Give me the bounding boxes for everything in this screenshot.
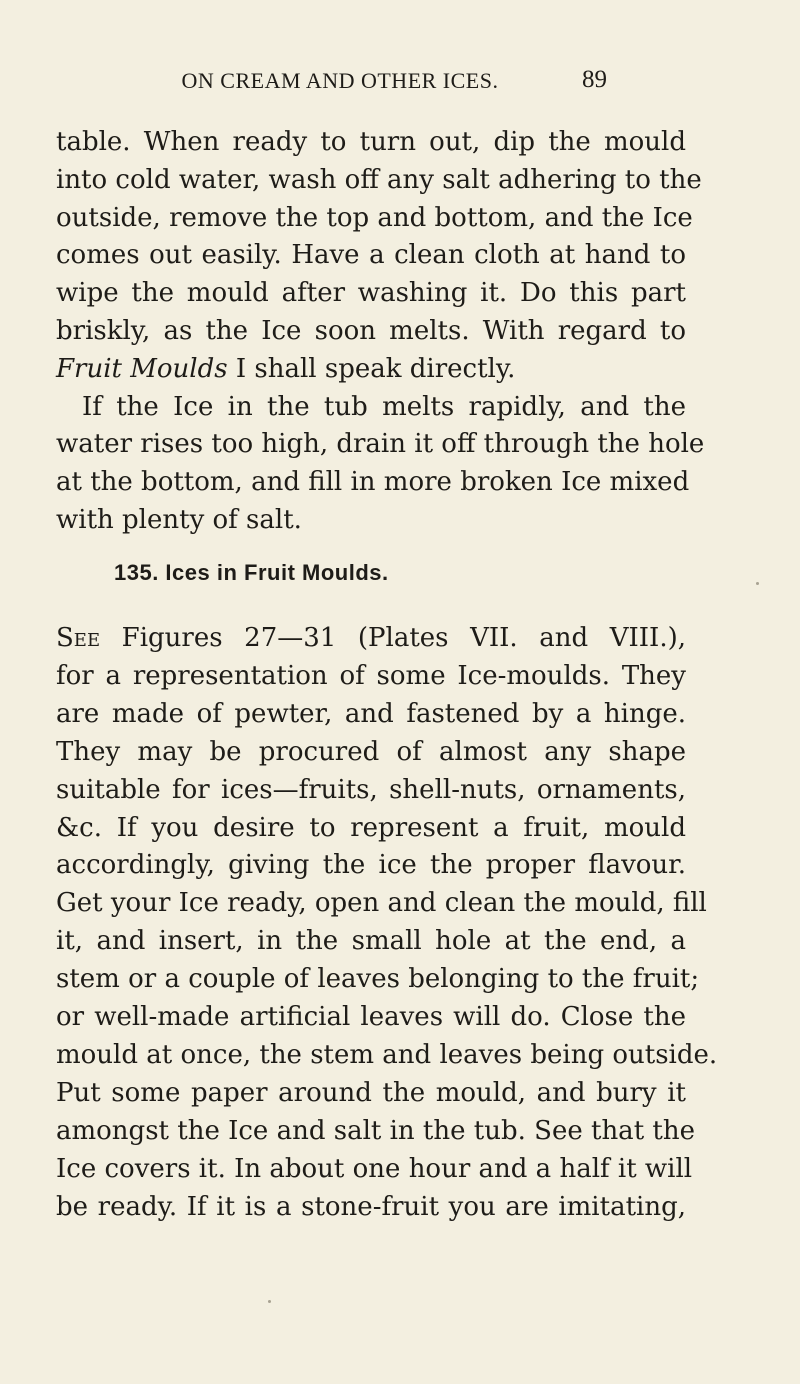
text-line: with plenty of salt. [56,504,302,535]
paper-fleck [756,582,759,585]
text-line: briskly, as the Ice soon melts. With regard to [56,315,686,346]
text-line: it, and insert, in the small hole at the end, a [56,926,686,957]
text-line [56,620,686,658]
text-line: be ready. If it is a stone-fruit you are imitating, [56,1191,686,1222]
text-line: Get your Ice ready, open and clean the mould, fill [56,888,707,919]
italic-term: Fruit Moulds [56,353,228,384]
text-line [56,351,686,389]
page-number: 89 [582,66,607,93]
text-line: water rises too high, drain it off through the hole [56,429,705,460]
small-caps-word: See [56,623,101,653]
paper-fleck [268,1300,271,1303]
paragraph-3 [56,620,718,1227]
text-span: I shall speak directly. [227,353,516,384]
paragraph-2 [56,389,705,540]
text-line: wipe the mould after washing it. Do this part [56,278,686,309]
text-line: accordingly, giving the ice the proper flavour. [56,850,686,881]
text-line: comes out easily. Have a clean cloth at hand to [56,240,686,271]
text-line: table. When ready to turn out, dip the mould [56,127,686,157]
text-line: Put some paper around the mould, and bury it [56,1077,686,1108]
text-line: suitable for ices—fruits, shell-nuts, ornaments, [56,774,686,805]
text-line: &c. If you desire to represent a fruit, mould [56,812,686,843]
running-title: ON CREAM AND OTHER ICES. [181,68,499,93]
text-line: They may be procured of almost any shape [56,736,686,767]
text-line: are made of pewter, and fastened by a hinge. [56,698,686,729]
text-span: Figures 27—31 (Plates VII. and VIII.), [100,623,686,653]
paragraph-1 [56,124,702,389]
body-text-top [56,124,705,540]
text-line: or well-made artificial leaves will do. Close the [56,1002,686,1033]
text-line: for a representation of some Ice-moulds. They [56,660,686,691]
text-line: Ice covers it. In about one hour and a half it will [56,1153,693,1184]
section-heading: 135. Ices in Fruit Moulds. [114,560,389,585]
text-line: outside, remove the top and bottom, and the Ice [56,202,693,233]
text-line: at the bottom, and fill in more broken Ice mixed [56,467,690,498]
text-line: into cold water, wash off any salt adhering to the [56,164,702,195]
text-line: amongst the Ice and salt in the tub. See that the [56,1115,695,1146]
running-head [0,64,800,104]
text-line: If the Ice in the tub melts rapidly, and the [82,391,686,422]
text-line: mould at once, the stem and leaves being outside. [56,1039,718,1070]
text-line: stem or a couple of leaves belonging to the fruit; [56,964,700,995]
